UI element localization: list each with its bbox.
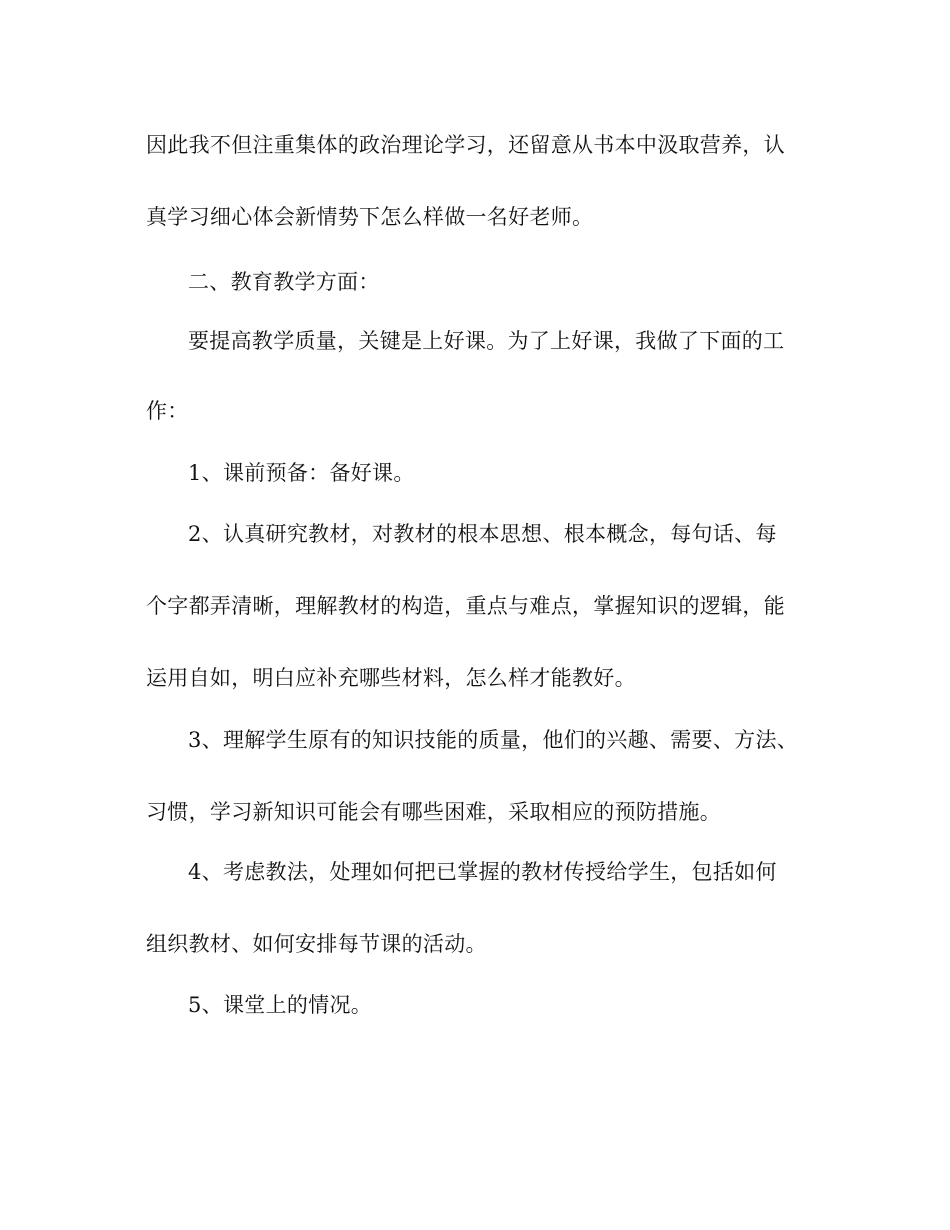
list-item-line: 2、认真研究教材，对教材的根本思想、根本概念，每句话、每 — [188, 522, 777, 546]
list-item-line: 4、考虑教法，处理如何把已掌握的教材传授给学生，包括如何 — [188, 860, 777, 884]
paragraph-line: 个字都弄清晰，理解教材的构造，重点与难点，掌握知识的逻辑，能 — [146, 594, 785, 618]
paragraph-line: 因此我不但注重集体的政治理论学习，还留意从书本中汲取营养，认 — [146, 133, 785, 157]
paragraph-line: 习惯，学习新知识可能会有哪些困难，采取相应的预防措施。 — [146, 800, 722, 824]
list-item-line: 5、课堂上的情况。 — [188, 993, 373, 1017]
paragraph-line: 要提高教学质量，关键是上好课。为了上好课，我做了下面的工 — [188, 329, 785, 353]
section-heading: 二、教育教学方面： — [188, 270, 380, 294]
paragraph-line: 运用自如，明白应补充哪些材料，怎么样才能教好。 — [146, 666, 636, 690]
list-item-line: 1、课前预备：备好课。 — [188, 461, 415, 485]
paragraph-line: 作： — [146, 399, 189, 423]
paragraph-line: 真学习细心体会新情势下怎么样做一名好老师。 — [146, 205, 594, 229]
paragraph-line: 组织教材、如何安排每节课的活动。 — [146, 932, 487, 956]
list-item-line: 3、理解学生原有的知识技能的质量，他们的兴趣、需要、方法、 — [188, 728, 799, 752]
